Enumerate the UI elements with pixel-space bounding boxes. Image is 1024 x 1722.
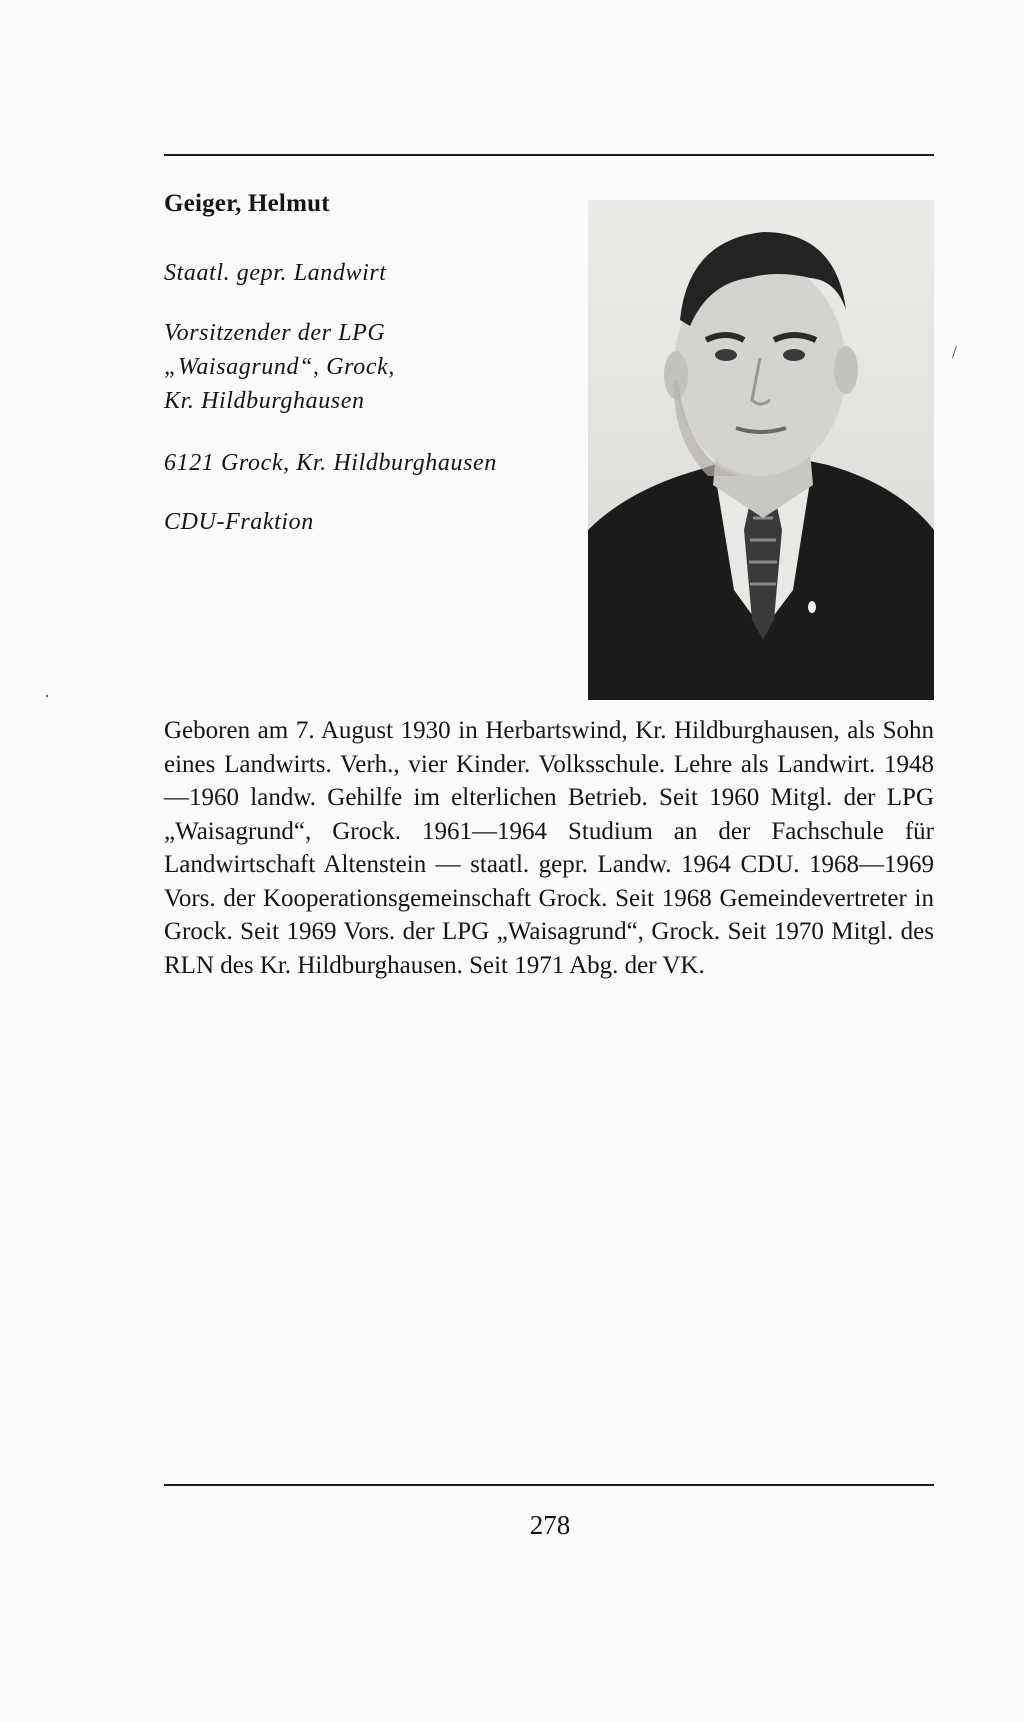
address: 6121 Grock, Kr. Hildburghausen — [164, 450, 497, 476]
page-number: 278 — [529, 1510, 571, 1540]
stray-dot: · — [44, 686, 50, 706]
position-line: Kr. Hildburghausen — [164, 388, 365, 414]
biography-text — [164, 714, 934, 982]
portrait-illustration — [588, 200, 934, 700]
position-block — [164, 316, 395, 418]
person-name: Geiger, Helmut — [164, 190, 330, 217]
position-line: „Waisagrund“, Grock, — [164, 354, 395, 380]
top-rule — [164, 154, 934, 156]
professional-title: Staatl. gepr. Landwirt — [164, 260, 387, 286]
portrait-photo — [588, 200, 934, 700]
stray-mark: / — [952, 342, 958, 362]
biography-paragraph: Geboren am 7. August 1930 in Herbartswind, Kr. Hildburghausen, als Sohn eines Landwirts. Verh., vier Kinder. Volksschule. Lehre als Landwirt. 1948—1960 landw. Gehilfe im elterlichen Betrieb. Seit 1960 Mitgl. der LPG „Waisagrund“, Grock. 1961—1964 Studium an der Fachschule für Landwirtschaft Altenstein — staatl. gepr. Landw. 1964 CDU. 1968—1969 Vors. der Kooperationsgemeinschaft Grock. Seit 1968 Gemeindevertreter in Grock. Seit 1969 Vors. der LPG „Waisagrund“, Grock. Seit 1970 Mitgl. des RLN des Kr. Hildburghausen. Seit 1971 Abg. der VK. — [164, 717, 934, 979]
faction: CDU-Fraktion — [164, 509, 314, 535]
bottom-rule — [164, 1484, 934, 1486]
position-line: Vorsitzender der LPG — [164, 320, 386, 346]
